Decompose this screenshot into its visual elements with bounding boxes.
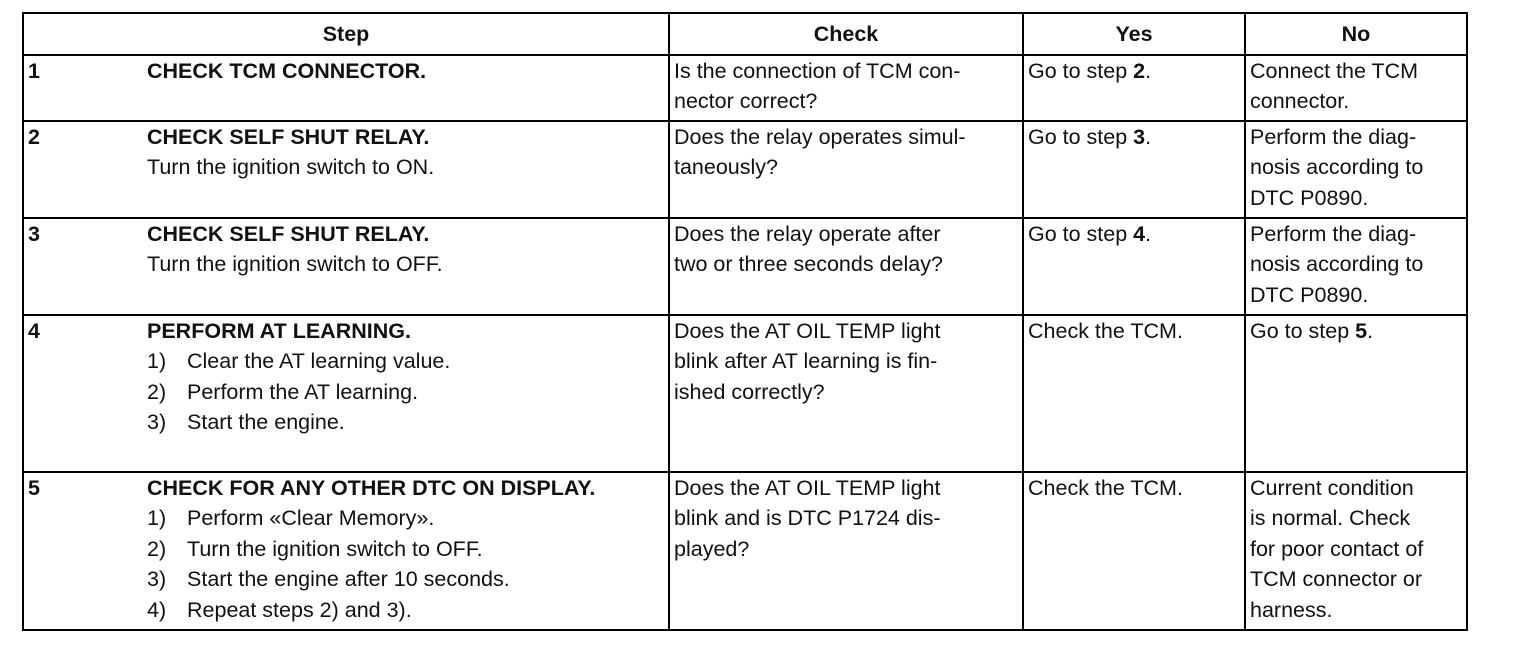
table-row: [23, 55, 1467, 121]
header-yes: Yes: [1023, 13, 1245, 55]
step-title: CHECK SELF SHUT RELAY.: [147, 222, 430, 246]
substep-number: 1): [147, 349, 167, 374]
step-number: 3: [28, 222, 40, 246]
yes-step-ref: 4: [1133, 222, 1146, 246]
yes-text: Check the TCM.: [1028, 319, 1183, 343]
substep: [147, 564, 668, 594]
table-row: [23, 218, 1467, 315]
step-cell: [23, 121, 669, 218]
substep: [147, 346, 668, 376]
substep-number: 3): [147, 410, 167, 435]
substep: [147, 503, 668, 533]
substep-number: 2): [147, 379, 167, 404]
check-text: Does the AT OIL TEMP light blink after AT learning is fin- ished correctly?: [674, 319, 941, 404]
substep-text: Perform the AT learning.: [187, 379, 419, 404]
yes-suffix: .: [1145, 222, 1152, 246]
table-row: [23, 315, 1467, 472]
step-title: CHECK FOR ANY OTHER DTC ON DISPLAY.: [147, 476, 596, 500]
no-cell: [1245, 121, 1467, 218]
step-cell: [23, 55, 669, 121]
substep-text: Start the engine.: [187, 410, 345, 435]
no-text: Connect the TCM connector.: [1250, 59, 1419, 114]
substep: [147, 377, 668, 407]
step-number: 4: [28, 319, 40, 343]
substep-number: 2): [147, 536, 167, 561]
yes-text: Check the TCM.: [1028, 476, 1183, 500]
step-number: 5: [28, 476, 40, 500]
step-cell: [23, 472, 669, 630]
no-suffix: .: [1367, 319, 1374, 343]
check-text: Does the relay operates simul- taneously?: [674, 125, 966, 180]
no-cell: [1245, 55, 1467, 121]
substep: [147, 595, 668, 625]
no-cell: [1245, 315, 1467, 472]
substep-text: Repeat steps 2) and 3).: [187, 597, 412, 622]
yes-suffix: .: [1145, 125, 1152, 149]
check-text: Does the relay operate after two or three seconds delay?: [674, 222, 943, 277]
no-text: Go to step: [1250, 319, 1356, 343]
step-description: Turn the ignition switch to OFF.: [147, 252, 443, 277]
header-step: Step: [23, 13, 669, 55]
substep-number: 1): [147, 506, 167, 531]
header-row: [23, 13, 1467, 55]
table-row: [23, 121, 1467, 218]
no-cell: [1245, 218, 1467, 315]
yes-cell: [1023, 315, 1245, 472]
step-cell: [23, 315, 669, 472]
step-title: CHECK SELF SHUT RELAY.: [147, 125, 430, 149]
header-check: Check: [669, 13, 1023, 55]
substep-number: 4): [147, 597, 167, 622]
step-number: 1: [28, 59, 40, 83]
substep-number: 3): [147, 567, 167, 592]
substep-text: Perform «Clear Memory».: [187, 506, 435, 531]
substep: [147, 407, 668, 437]
header-no: No: [1245, 13, 1467, 55]
yes-step-ref: 2: [1133, 59, 1146, 83]
substep-text: Clear the AT learning value.: [187, 349, 451, 374]
yes-text: Go to step: [1028, 222, 1134, 246]
substep: [147, 534, 668, 564]
check-cell: [669, 55, 1023, 121]
step-title: PERFORM AT LEARNING.: [147, 319, 411, 343]
substep-text: Start the engine after 10 seconds.: [187, 567, 510, 592]
yes-text: Go to step: [1028, 59, 1134, 83]
yes-cell: [1023, 218, 1245, 315]
step-number: 2: [28, 125, 40, 149]
no-text: Current condition is normal. Check for poor contact of TCM connector or harness.: [1250, 476, 1424, 622]
check-cell: [669, 315, 1023, 472]
yes-cell: [1023, 55, 1245, 121]
check-text: Does the AT OIL TEMP light blink and is DTC P1724 dis- played?: [674, 476, 941, 561]
step-title: CHECK TCM CONNECTOR.: [147, 59, 427, 83]
check-cell: [669, 121, 1023, 218]
no-text: Perform the diag- nosis according to DTC P0890.: [1250, 222, 1424, 307]
no-step-ref: 5: [1355, 319, 1368, 343]
check-text: Is the connection of TCM con- nector correct?: [674, 59, 961, 114]
step-description: Turn the ignition switch to ON.: [147, 155, 435, 180]
no-cell: [1245, 472, 1467, 630]
table-row: [23, 472, 1467, 630]
substep-text: Turn the ignition switch to OFF.: [187, 536, 483, 561]
check-cell: [669, 472, 1023, 630]
check-cell: [669, 218, 1023, 315]
yes-cell: [1023, 121, 1245, 218]
yes-suffix: .: [1145, 59, 1152, 83]
step-cell: [23, 218, 669, 315]
diagnostic-table: [22, 12, 1468, 631]
yes-step-ref: 3: [1133, 125, 1146, 149]
yes-text: Go to step: [1028, 125, 1134, 149]
yes-cell: [1023, 472, 1245, 630]
no-text: Perform the diag- nosis according to DTC P0890.: [1250, 125, 1424, 210]
